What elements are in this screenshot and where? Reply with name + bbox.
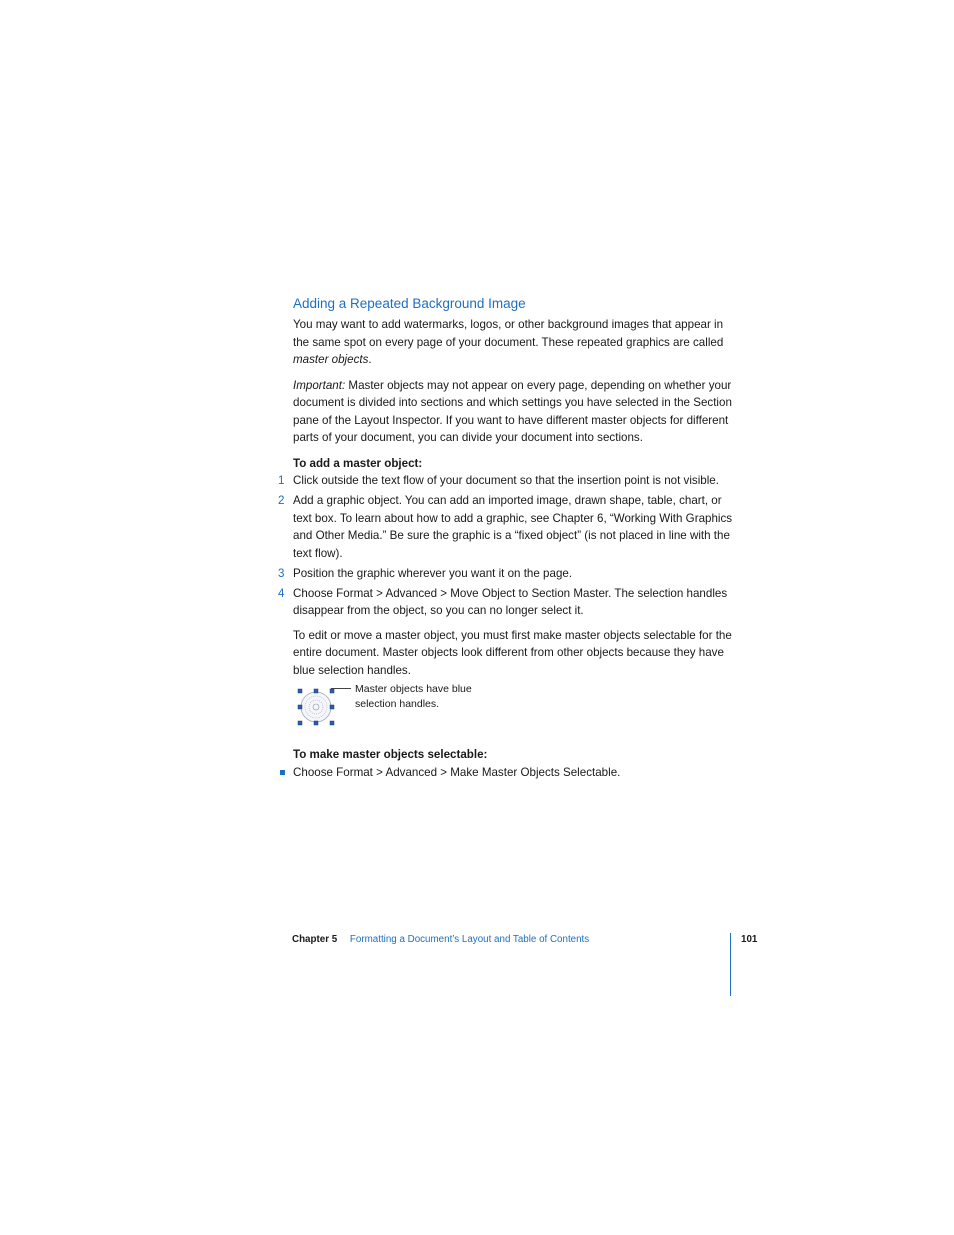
edit-paragraph: To edit or move a master object, you must first make master objects selectable for the entire document. Master objects look different from other objects because they have blue selection handles. [293,628,732,677]
task-title-add: To add a master object: [293,456,423,470]
step-item [278,585,733,620]
step-item [278,492,733,562]
step-text: Choose Format > Advanced > Move Object to Section Master. The selection handles disappear from the object, so you can no longer select it. [293,586,728,617]
callout-leader-line [331,688,351,689]
master-object-figure [293,683,733,738]
step-number: 4 [278,586,285,600]
steps-list [278,472,733,620]
page-footer [292,933,589,947]
intro-end: . [368,353,372,366]
bullet-square-icon [280,770,285,775]
step-text: Click outside the text flow of your document so that the insertion point is not visible. [293,474,719,487]
figure-callout: Master objects have blue selection handles. [355,683,472,710]
step-number: 1 [278,474,285,487]
step-text: Position the graphic wherever you want it on the page. [293,566,573,580]
step-item [278,472,733,490]
footer-chapter-title: Formatting a Document’s Layout and Table of Contents [349,934,590,945]
task-title-selectable: To make master objects selectable: [293,748,488,761]
bullet-item [293,764,733,782]
intro-paragraph [293,316,733,369]
footer-divider [730,933,731,996]
step-number: 3 [278,566,285,580]
important-paragraph [293,377,733,447]
page-content [278,295,733,781]
intro-emphasis: master objects [293,353,369,366]
step-text: Add a graphic object. You can add an imported image, drawn shape, table, chart, or text box. To learn about how to add a graphic, see Chapter 6, “Working With Graphics and Other Media.” Be sure the graphic is a “fixed object” (is not placed in line with the text flow). [293,494,733,560]
section-heading: Adding a Repeated Background Image [293,296,526,311]
footer-chapter: Chapter 5 [292,934,338,945]
step-item [278,565,733,583]
page-number: 101 [741,934,758,945]
bullet-list [293,764,733,782]
intro-text: You may want to add watermarks, logos, or other background images that appear in the same spot on every page of your document. These repeated graphics are called [293,318,724,349]
important-label: Important: [293,378,346,392]
step-number: 2 [278,494,285,507]
master-object-graphic-icon [297,688,335,726]
bullet-text: Choose Format > Advanced > Make Master Objects Selectable. [293,765,621,779]
important-text: Master objects may not appear on every page, depending on whether your document is divided into sections and which settings you have selected in the Section pane of the Layout Inspector. If you want to have different master objects for different parts of your document, you can divide your document into sections. [293,378,732,444]
